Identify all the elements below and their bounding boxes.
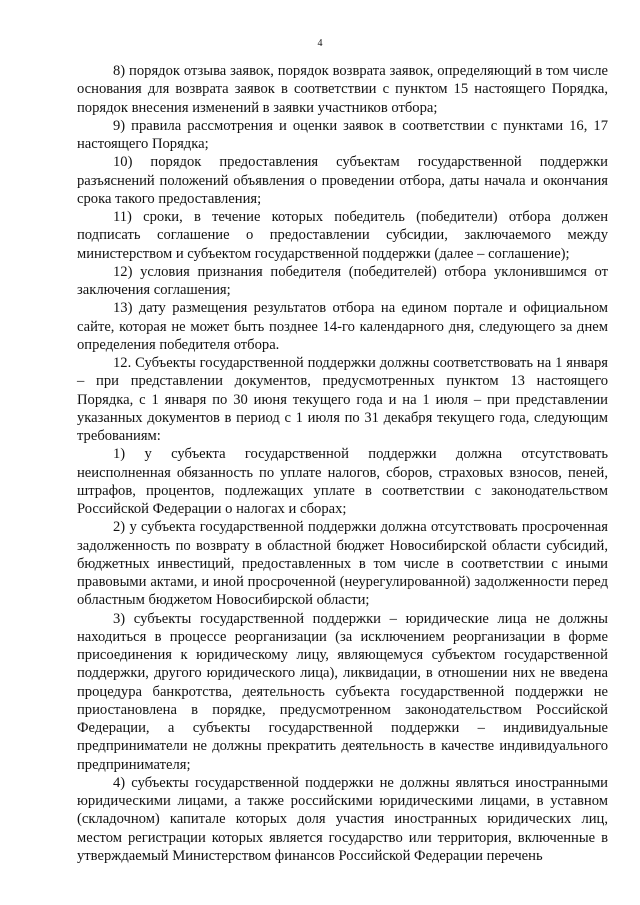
paragraph-item-12: 12) условия признания победителя (победителей) отбора уклонившимся от заключения соглашения; (77, 263, 608, 298)
document-body (77, 62, 608, 865)
paragraph-item-11: 11) сроки, в течение которых победитель (победители) отбора должен подписать соглашение о предоставлении субсидии, заключаемого между министерством и субъектом государственной поддержки (далее – соглашение); (77, 209, 608, 262)
paragraph-item-13: 13) дату размещения результатов отбора на едином портале и официальном сайте, которая не может быть позднее 14-го календарного дня, следующего за днем определения победителя отбора. (77, 300, 608, 353)
paragraph-clause-12: 12. Субъекты государственной поддержки должны соответствовать на 1 января – при представлении документов, предусмотренных пунктом 13 настоящего Порядка, с 1 января по 30 июня текущего года и на 1 июля – при представлении указанных документов в период с 1 июля по 31 декабря текущего года, следующим требованиям: (77, 355, 608, 444)
requirement-item-3: 3) субъекты государственной поддержки – юридические лица не должны находиться в процессе реорганизации (за исключением реорганизации в форме присоединения к юридическому лицу, являющемуся субъектом государственной поддержки, другого юридического лица), ликвидации, в отношении них не введена процедура банкротства, деятельность субъекта государственной поддержки не приостановлена в порядке, предусмотренном законодательством Российской Федерации, а субъекты государственной поддержки – индивидуальные предприниматели не должны прекратить деятельность в качестве индивидуального предпринимателя; (77, 610, 608, 773)
requirement-item-4: 4) субъекты государственной поддержки не должны являться иностранными юридическими лицами, а также российскими юридическими лицами, в уставном (складочном) капитале которых доля участия иностранных юридических лиц, местом регистрации которых является государство или территория, включенные в утверждаемый Министерством финансов Российской Федерации перечень (77, 774, 608, 864)
requirement-item-2: 2) у субъекта государственной поддержки должна отсутствовать просроченная задолженность по возврату в областной бюджет Новосибирской области субсидий, бюджетных инвестиций, предоставленных в том числе в соответствии с иными правовыми актами, и иной просроченной (неурегулированной) задолженности перед областным бюджетом Новосибирской области; (77, 519, 608, 609)
page-number: 4 (317, 38, 323, 49)
paragraph-item-8: 8) порядок отзыва заявок, порядок возврата заявок, определяющий в том числе основания для возврата заявок в соответствии с пунктом 15 настоящего Порядка, порядок внесения изменений в заявки участников отбора; (77, 63, 608, 116)
paragraph-item-9: 9) правила рассмотрения и оценки заявок в соответствии с пунктами 16, 17 настоящего Порядка; (77, 117, 608, 152)
paragraph-item-10: 10) порядок предоставления субъектам государственной поддержки разъяснений положений объявления о проведении отбора, даты начала и окончания срока такого предоставления; (77, 154, 608, 207)
requirement-item-1: 1) у субъекта государственной поддержки должна отсутствовать неисполненная обязанность по уплате налогов, сборов, страховых взносов, пеней, штрафов, процентов, подлежащих уплате в соответствии с законодательством Российской Федерации о налогах и сборах; (77, 446, 608, 517)
